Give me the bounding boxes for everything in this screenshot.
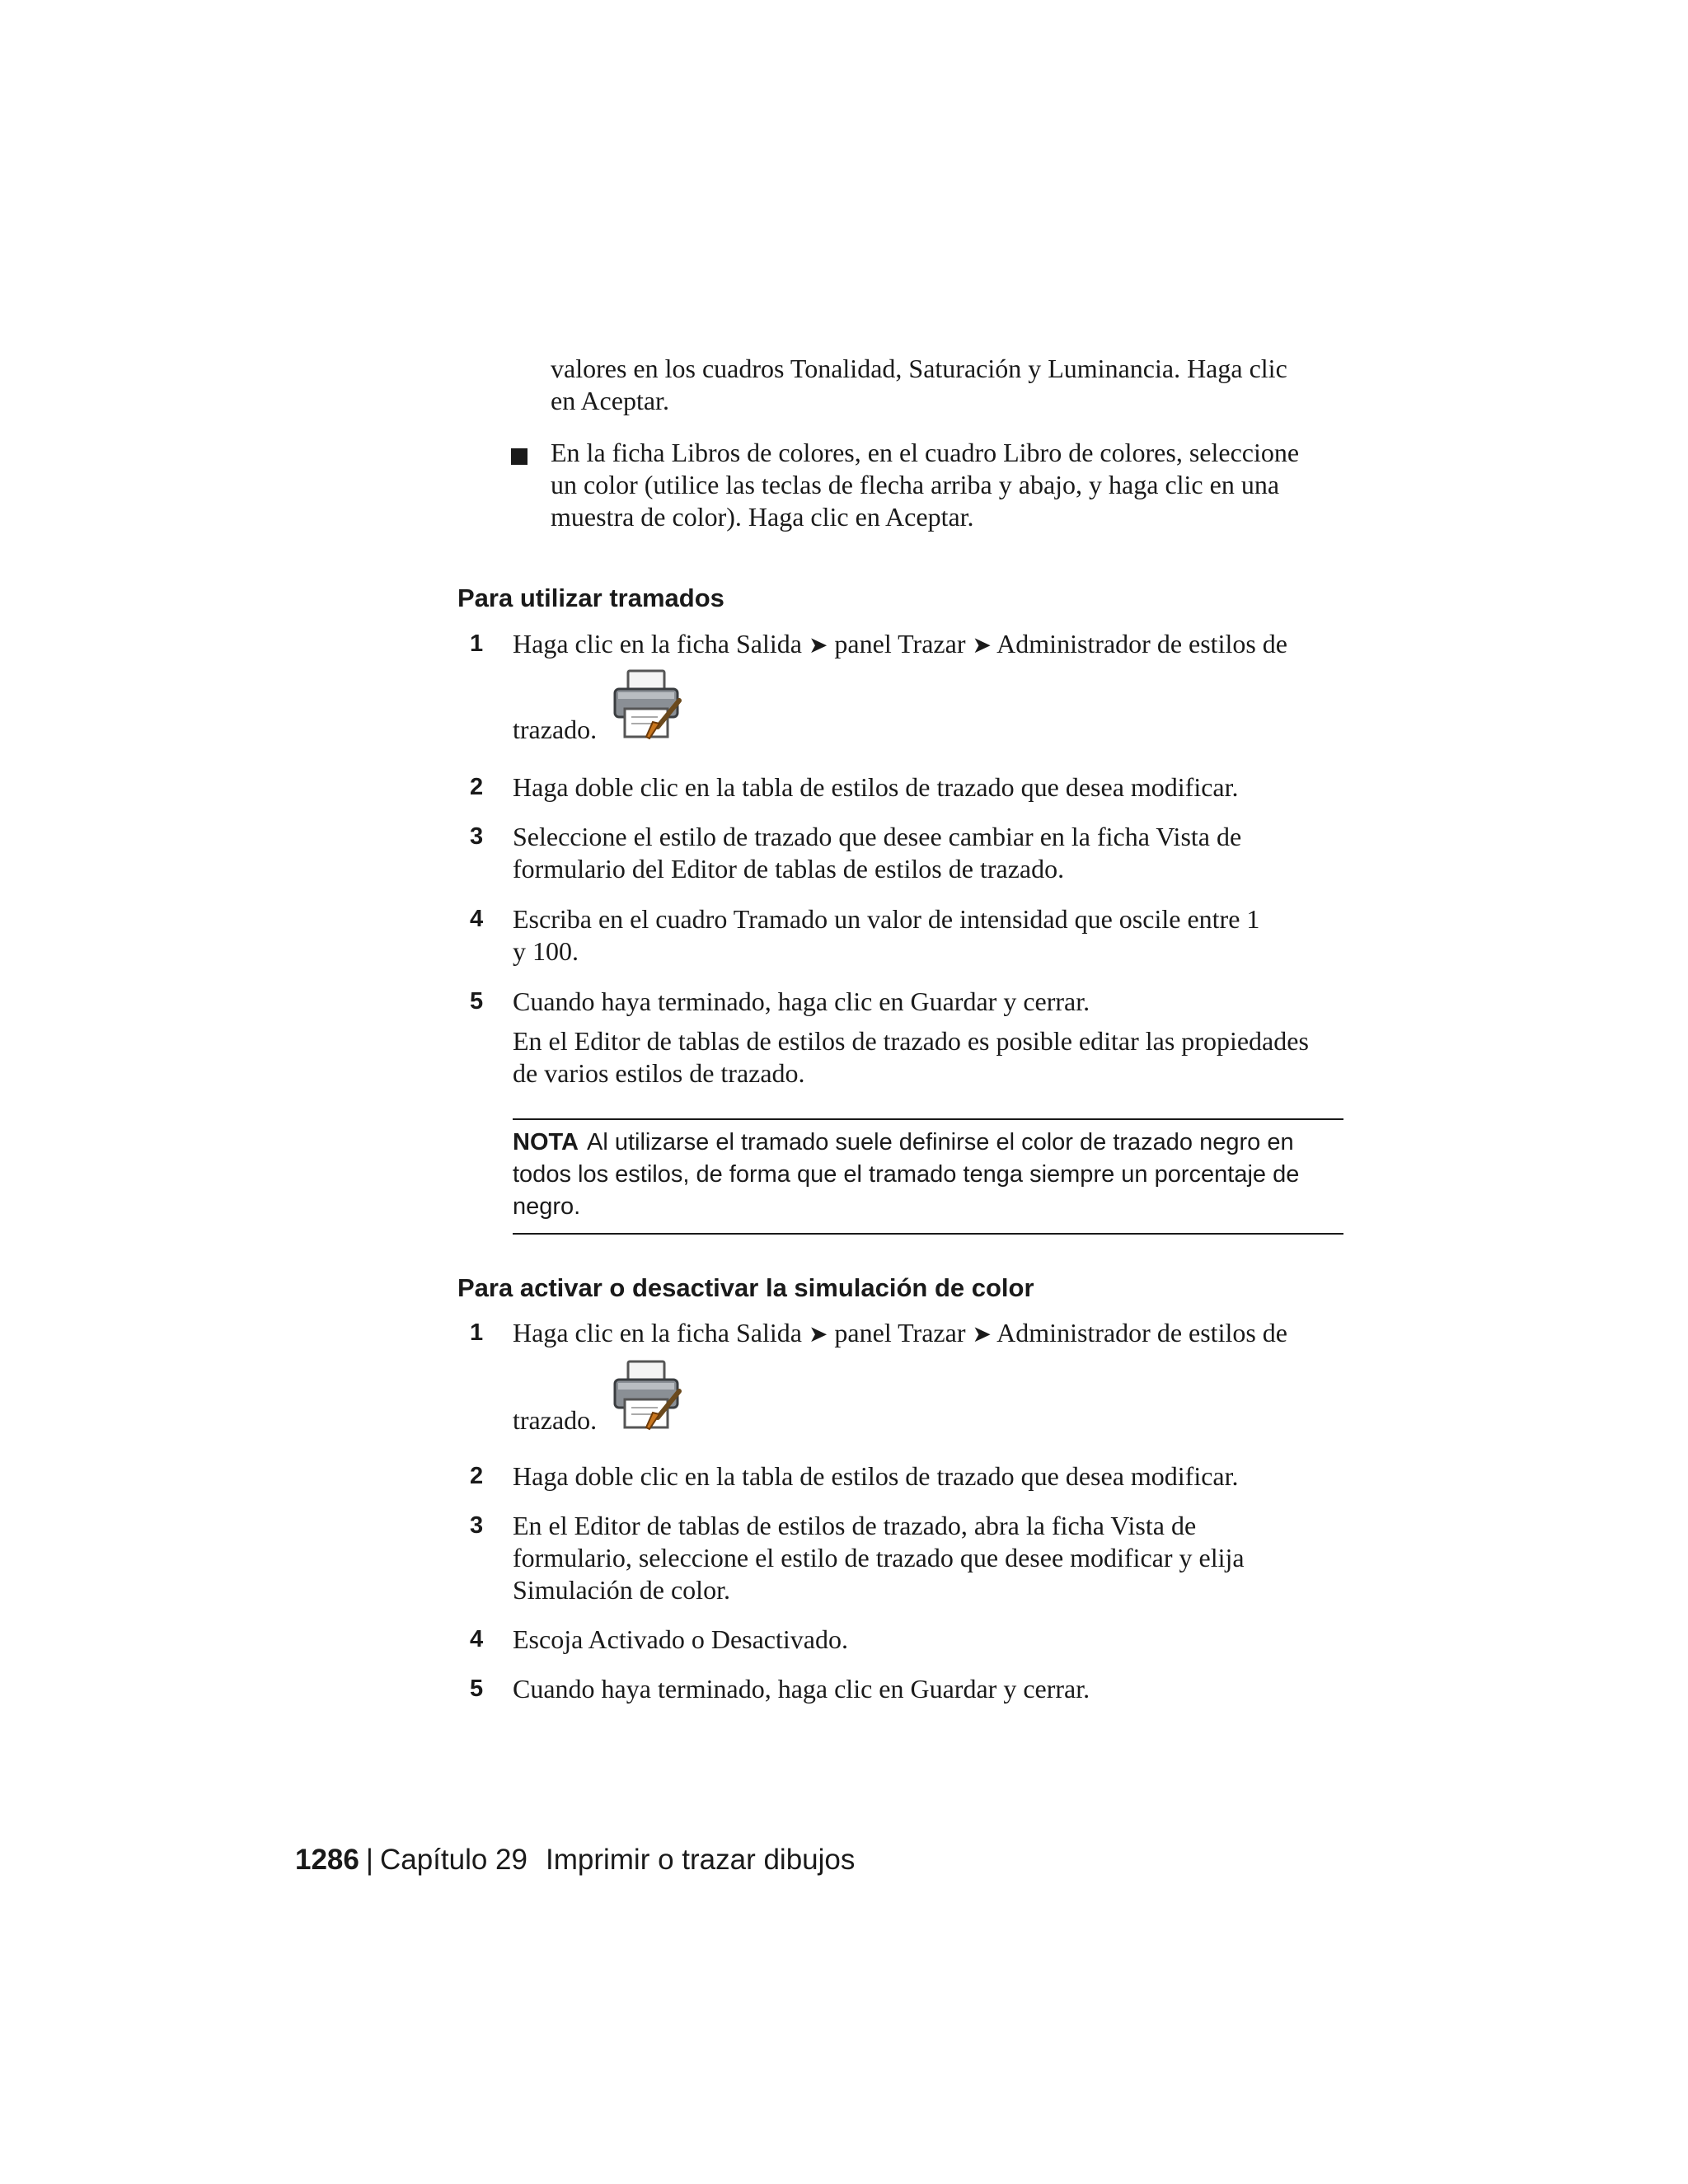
step-1-icon-line: trazado. xyxy=(513,668,727,746)
note-label: NOTA xyxy=(513,1129,579,1155)
footer-separator: | xyxy=(365,1844,373,1876)
page-footer xyxy=(295,1843,855,1877)
chapter-title: Imprimir o trazar dibujos xyxy=(546,1844,856,1876)
step-1: 1 Haga clic en la ficha Salida ➤ panel Trazar ➤ Administrador de estilos de xyxy=(470,1318,1287,1347)
arrow-right-icon: ➤ xyxy=(972,631,992,658)
printer-brush-icon xyxy=(610,1358,686,1434)
step-4: 4 Escriba en el cuadro Tramado un valor de intensidad que oscile entre 1 y 100. xyxy=(470,904,1260,966)
step-1-icon-line: trazado. xyxy=(513,1358,727,1436)
step-5: 5 Cuando haya terminado, haga clic en Guardar y cerrar. xyxy=(470,1674,1090,1704)
note-box: NOTA Al utilizarse el tramado suele definirse el color de trazado negro en todos los estilos, de forma que el tramado tenga siempre un porcentaje de negro. xyxy=(513,1118,1343,1235)
continuation-paragraph: valores en los cuadros Tonalidad, Saturación y Luminancia. Haga clic en Aceptar. xyxy=(551,354,1287,415)
printer-brush-icon xyxy=(610,668,686,743)
step-5-detail: En el Editor de tablas de estilos de trazado es posible editar las propiedades de varios estilos de trazado. xyxy=(513,1026,1309,1088)
chapter-label: Capítulo 29 xyxy=(379,1844,528,1876)
arrow-right-icon: ➤ xyxy=(972,1320,992,1347)
bullet-square-icon xyxy=(511,448,528,465)
step-5: 5 Cuando haya terminado, haga clic en Guardar y cerrar. xyxy=(470,987,1090,1016)
step-4: 4 Escoja Activado o Desactivado. xyxy=(470,1624,848,1654)
page-number: 1286 xyxy=(295,1844,359,1876)
step-2: 2 Haga doble clic en la tabla de estilos de trazado que desea modificar. xyxy=(470,772,1239,802)
step-1: 1 Haga clic en la ficha Salida ➤ panel Trazar ➤ Administrador de estilos de xyxy=(470,629,1287,658)
section-heading-simulacion-color: Para activar o desactivar la simulación de color xyxy=(457,1273,1034,1302)
step-3: 3 Seleccione el estilo de trazado que desee cambiar en la ficha Vista de formulario del Editor de tablas de estilos de trazado. xyxy=(470,822,1242,883)
arrow-right-icon: ➤ xyxy=(808,1320,828,1347)
section-heading-tramados: Para utilizar tramados xyxy=(457,583,724,612)
step-3: 3 En el Editor de tablas de estilos de trazado, abra la ficha Vista de formulario, seleccione el estilo de trazado que desee modificar y elija Simulación de color. xyxy=(470,1511,1245,1605)
bullet-item: En la ficha Libros de colores, en el cuadro Libro de colores, seleccione un color (utilice las teclas de flecha arriba y abajo, y haga clic en una muestra de color). Haga clic en Aceptar. xyxy=(511,437,1342,533)
arrow-right-icon: ➤ xyxy=(808,631,828,658)
step-2: 2 Haga doble clic en la tabla de estilos de trazado que desea modificar. xyxy=(470,1461,1239,1491)
